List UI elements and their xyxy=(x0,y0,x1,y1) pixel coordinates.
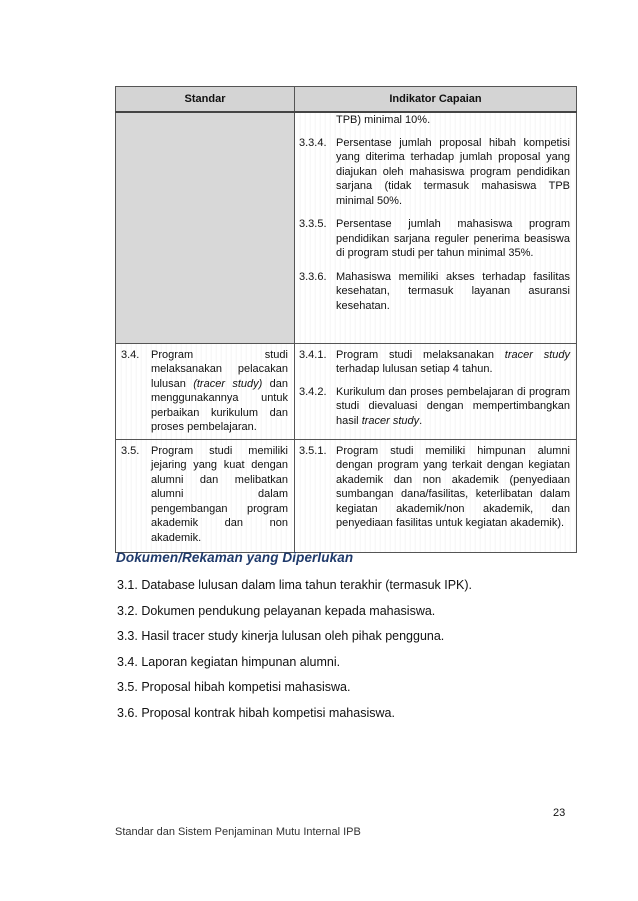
list-item: 3.6. Proposal kontrak hibah kompetisi mahasiswa. xyxy=(117,705,395,720)
standard-number: 3.5. xyxy=(121,444,140,457)
standard-number: 3.4. xyxy=(121,348,140,361)
header-indikator: Indikator Capaian xyxy=(295,87,577,113)
standard-cell xyxy=(116,439,295,552)
list-item: 3.5. Proposal hibah kompetisi mahasiswa. xyxy=(117,680,351,694)
list-item: 3.3. Hasil tracer study kinerja lulusan oleh pihak pengguna. xyxy=(117,629,445,643)
footer-text: Standar dan Sistem Penjaminan Mutu Internal IPB xyxy=(115,826,361,838)
indicator-cell xyxy=(295,343,577,439)
documents-heading: Dokumen/Rekaman yang Diperlukan xyxy=(116,550,354,565)
table-header-row xyxy=(116,87,577,113)
standard-text: Program studi memiliki jejaring yang kuat dengan alumni dan melibatkan alumni dalam pengembangan program akademik dan non akademik. xyxy=(151,444,288,544)
header-standar: Standar xyxy=(116,87,295,113)
documents-list xyxy=(117,578,472,731)
standard-text: Program studi melaksanakan pelacakan lulusan (tracer study) dan menggunakannya untuk perbaikan kurikulum dan proses pembelajaran. xyxy=(151,348,288,433)
table-row xyxy=(116,343,577,439)
table-row xyxy=(116,439,577,552)
table-row xyxy=(116,112,577,343)
standard-cell xyxy=(116,343,295,439)
indicator-continuation: TPB) minimal 10%. xyxy=(336,114,431,126)
page-number: 23 xyxy=(553,807,566,819)
indicator-cell xyxy=(295,439,577,552)
indicator-item: 3.3.5. Persentase jumlah mahasiswa program pendidikan sarjana reguler penerima beasiswa di program studi per tahun minimal 35%. xyxy=(299,218,570,259)
indicator-item: 3.4.1. Program studi melaksanakan tracer study terhadap lulusan setiap 4 tahun. xyxy=(299,348,571,375)
standards-table xyxy=(115,86,577,553)
indicator-item: 3.5.1. Program studi memiliki himpunan alumni dengan program yang terkait dengan kegiatan akademik dan non akademik (penyediaan sumbangan dana/fasilitas, keterlibatan dalam kegiatan akademik/non akademik, dan penyediaan fasilitas untuk kegiatan akademik). xyxy=(299,444,570,529)
indicator-item: 3.3.6. Mahasiswa memiliki akses terhadap fasilitas kesehatan, termasuk layanan asuransi kesehatan. xyxy=(299,270,570,312)
standard-cell-empty xyxy=(116,112,295,343)
list-item: 3.4. Laporan kegiatan himpunan alumni. xyxy=(117,654,341,669)
list-item: 3.1. Database lulusan dalam lima tahun terakhir (termasuk IPK). xyxy=(117,578,473,592)
indicator-item: 3.4.2. Kurikulum dan proses pembelajaran di program studi dievaluasi dengan mempertimbangkan hasil tracer study. xyxy=(299,385,570,427)
indicator-item: 3.3.4. Persentase jumlah proposal hibah kompetisi yang diterima terhadap jumlah proposal yang diajukan oleh mahasiswa program pendidikan sarjana (tidak termasuk mahasiswa TPB minimal 50%. xyxy=(299,136,570,207)
list-item: 3.2. Dokumen pendukung pelayanan kepada mahasiswa. xyxy=(117,603,436,618)
indicator-cell xyxy=(295,112,577,343)
